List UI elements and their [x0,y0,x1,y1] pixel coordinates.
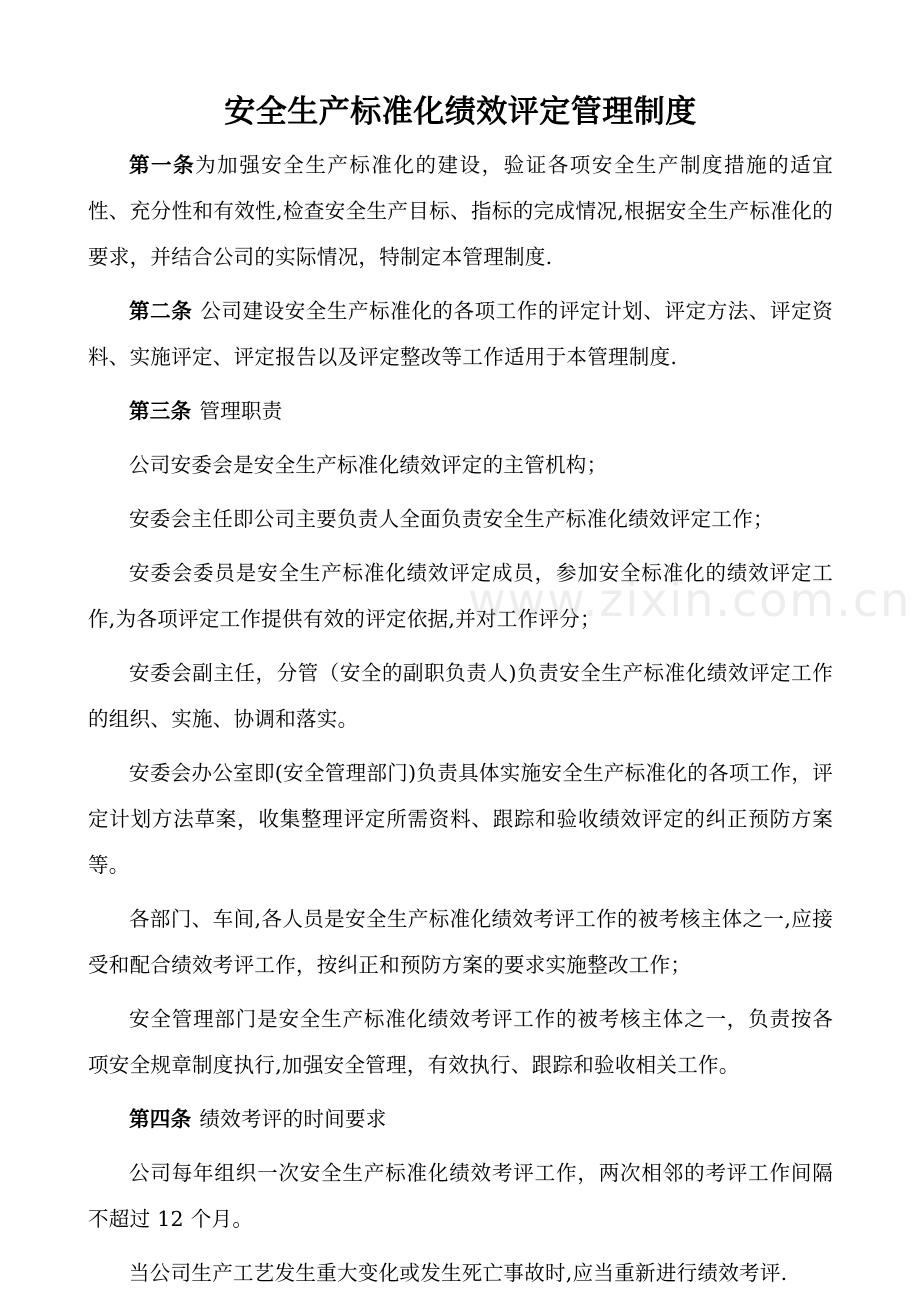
paragraph-departments: 各部门、车间,各人员是安全生产标准化绩效考评工作的被考核主体之一,应接受和配合绩效考评工作，按纠正和预防方案的要求实施整改工作； [88,907,833,977]
article-1 [88,142,833,280]
paragraph-committee-office: 安委会办公室即(安全管理部门)负责具体实施安全生产标准化的各项工作，评定计划方法草案，收集整理评定所需资料、跟踪和验收绩效评定的纠正预防方案等。 [88,761,833,877]
paragraph-committee-director: 安委会主任即公司主要负责人全面负责安全生产标准化绩效评定工作； [129,507,774,531]
paragraph-committee-members: 安委会委员是安全生产标准化绩效评定成员，参加安全标准化的绩效评定工作,为各项评定工作提供有效的评定依据,并对工作评分； [88,561,833,631]
article-4 [88,1096,833,1142]
article-1-text: 为加强安全生产标准化的建设，验证各项安全生产制度措施的适宜性、充分性和有效性,检查安全生产目标、指标的完成情况,根据安全生产标准化的要求，并结合公司的实际情况，特制定本管理制度. [88,153,833,269]
article-2 [88,288,833,380]
article-3-text: 管理职责 [199,399,283,423]
paragraph-committee: 公司安委会是安全生产标准化绩效评定的主管机构； [129,453,608,477]
article-2-label: 第二条 [129,299,193,323]
paragraph-safety-department: 安全管理部门是安全生产标准化绩效考评工作的被考核主体之一，负责按各项安全规章制度执行,加强安全管理，有效执行、跟踪和验收相关工作。 [88,1007,833,1077]
article-3-label: 第三条 [129,399,192,423]
document-title: 安全生产标准化绩效评定管理制度 [224,94,697,130]
article-3 [88,388,833,434]
article-2-text: 公司建设安全生产标准化的各项工作的评定计划、评定方法、评定资料、实施评定、评定报告以及评定整改等工作适用于本管理制度. [88,299,834,369]
article-4-label: 第四条 [129,1107,192,1131]
watermark-text: www.zixin.com.cn [468,573,912,627]
paragraph-deputy-director: 安委会副主任，分管（安全的副职负责人)负责安全生产标准化绩效评定工作的组织、实施、协调和落实。 [88,661,833,731]
paragraph-annual-review: 公司每年组织一次安全生产标准化绩效考评工作，两次相邻的考评工作间隔不超过 12 个月。 [88,1161,833,1231]
article-1-label: 第一条 [129,153,196,177]
article-4-text: 绩效考评的时间要求 [199,1107,387,1131]
paragraph-re-evaluation: 当公司生产工艺发生重大变化或发生死亡事故时,应当重新进行绩效考评. [129,1261,788,1285]
